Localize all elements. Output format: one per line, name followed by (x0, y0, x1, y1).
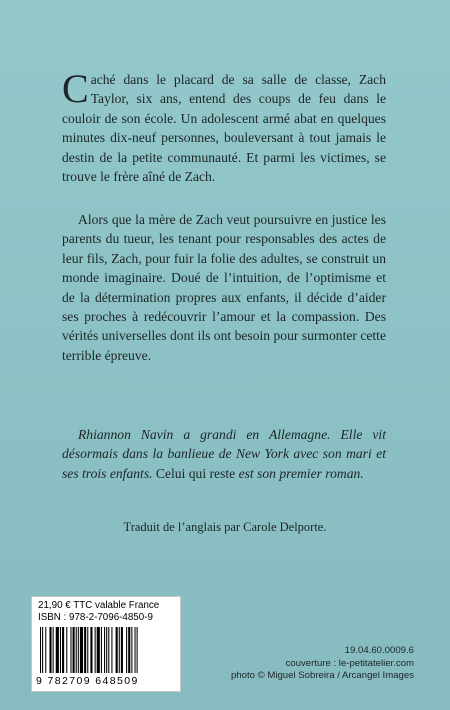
cover-design-credit: couverture : le-petitatelier.com (285, 657, 414, 669)
barcode-image (38, 627, 174, 675)
author-bio-paragraph (62, 425, 386, 483)
cover-credits (231, 645, 414, 683)
product-code: 19.04.60.0009.6 (344, 645, 414, 656)
author-bio-text-2: est son premier roman. (235, 465, 364, 481)
book-title-upright: Celui qui reste (155, 465, 236, 481)
synopsis-paragraph-1-text: aché dans le placard de sa salle de classe, Zach Taylor, six ans, entend des coups de feu dans le couloir de son école. Un adolescent armé abat en quelques minutes dix-neuf personnes, bouleversant à tout jamais le destin de la petite communauté. Et parmi les victimes, se trouve le frère aîné de Zach. (62, 72, 386, 185)
isbn-label: ISBN : 978-2-7096-4850-9 (38, 612, 153, 623)
synopsis-paragraph-1 (62, 66, 386, 186)
translator-credit: Traduit de l’anglais par Carole Delporte. (123, 520, 327, 534)
drop-cap-letter: C (62, 66, 89, 111)
barcode-digits: 9 782709 648509 (36, 675, 139, 687)
synopsis-paragraph-2: Alors que la mère de Zach veut poursuivre en justice les parents du tueur, les tenant pour responsables des actes de leur fils, Zach, pour fuir la folie des adultes, se construit un monde imaginaire. Doué de l’intuition, de l’optimisme et de la détermination propres aux enfants, il décide d’aider ses proches à redécouvrir l’amour et la compassion. Des vérités universelles dont ils ont besoin pour surmonter cette terrible épreuve. (62, 212, 386, 363)
author-bio-text-1: Rhiannon Navin a grandi en Allemagne. Elle vit désormais dans la banlieue de New York avec son mari et ses trois enfants. (62, 427, 386, 481)
photo-credit: photo © Miguel Sobreira / Arcangel Images (230, 670, 414, 682)
price-label: 21,90 € TTC valable France (38, 600, 160, 611)
price-barcode-box (31, 596, 181, 692)
